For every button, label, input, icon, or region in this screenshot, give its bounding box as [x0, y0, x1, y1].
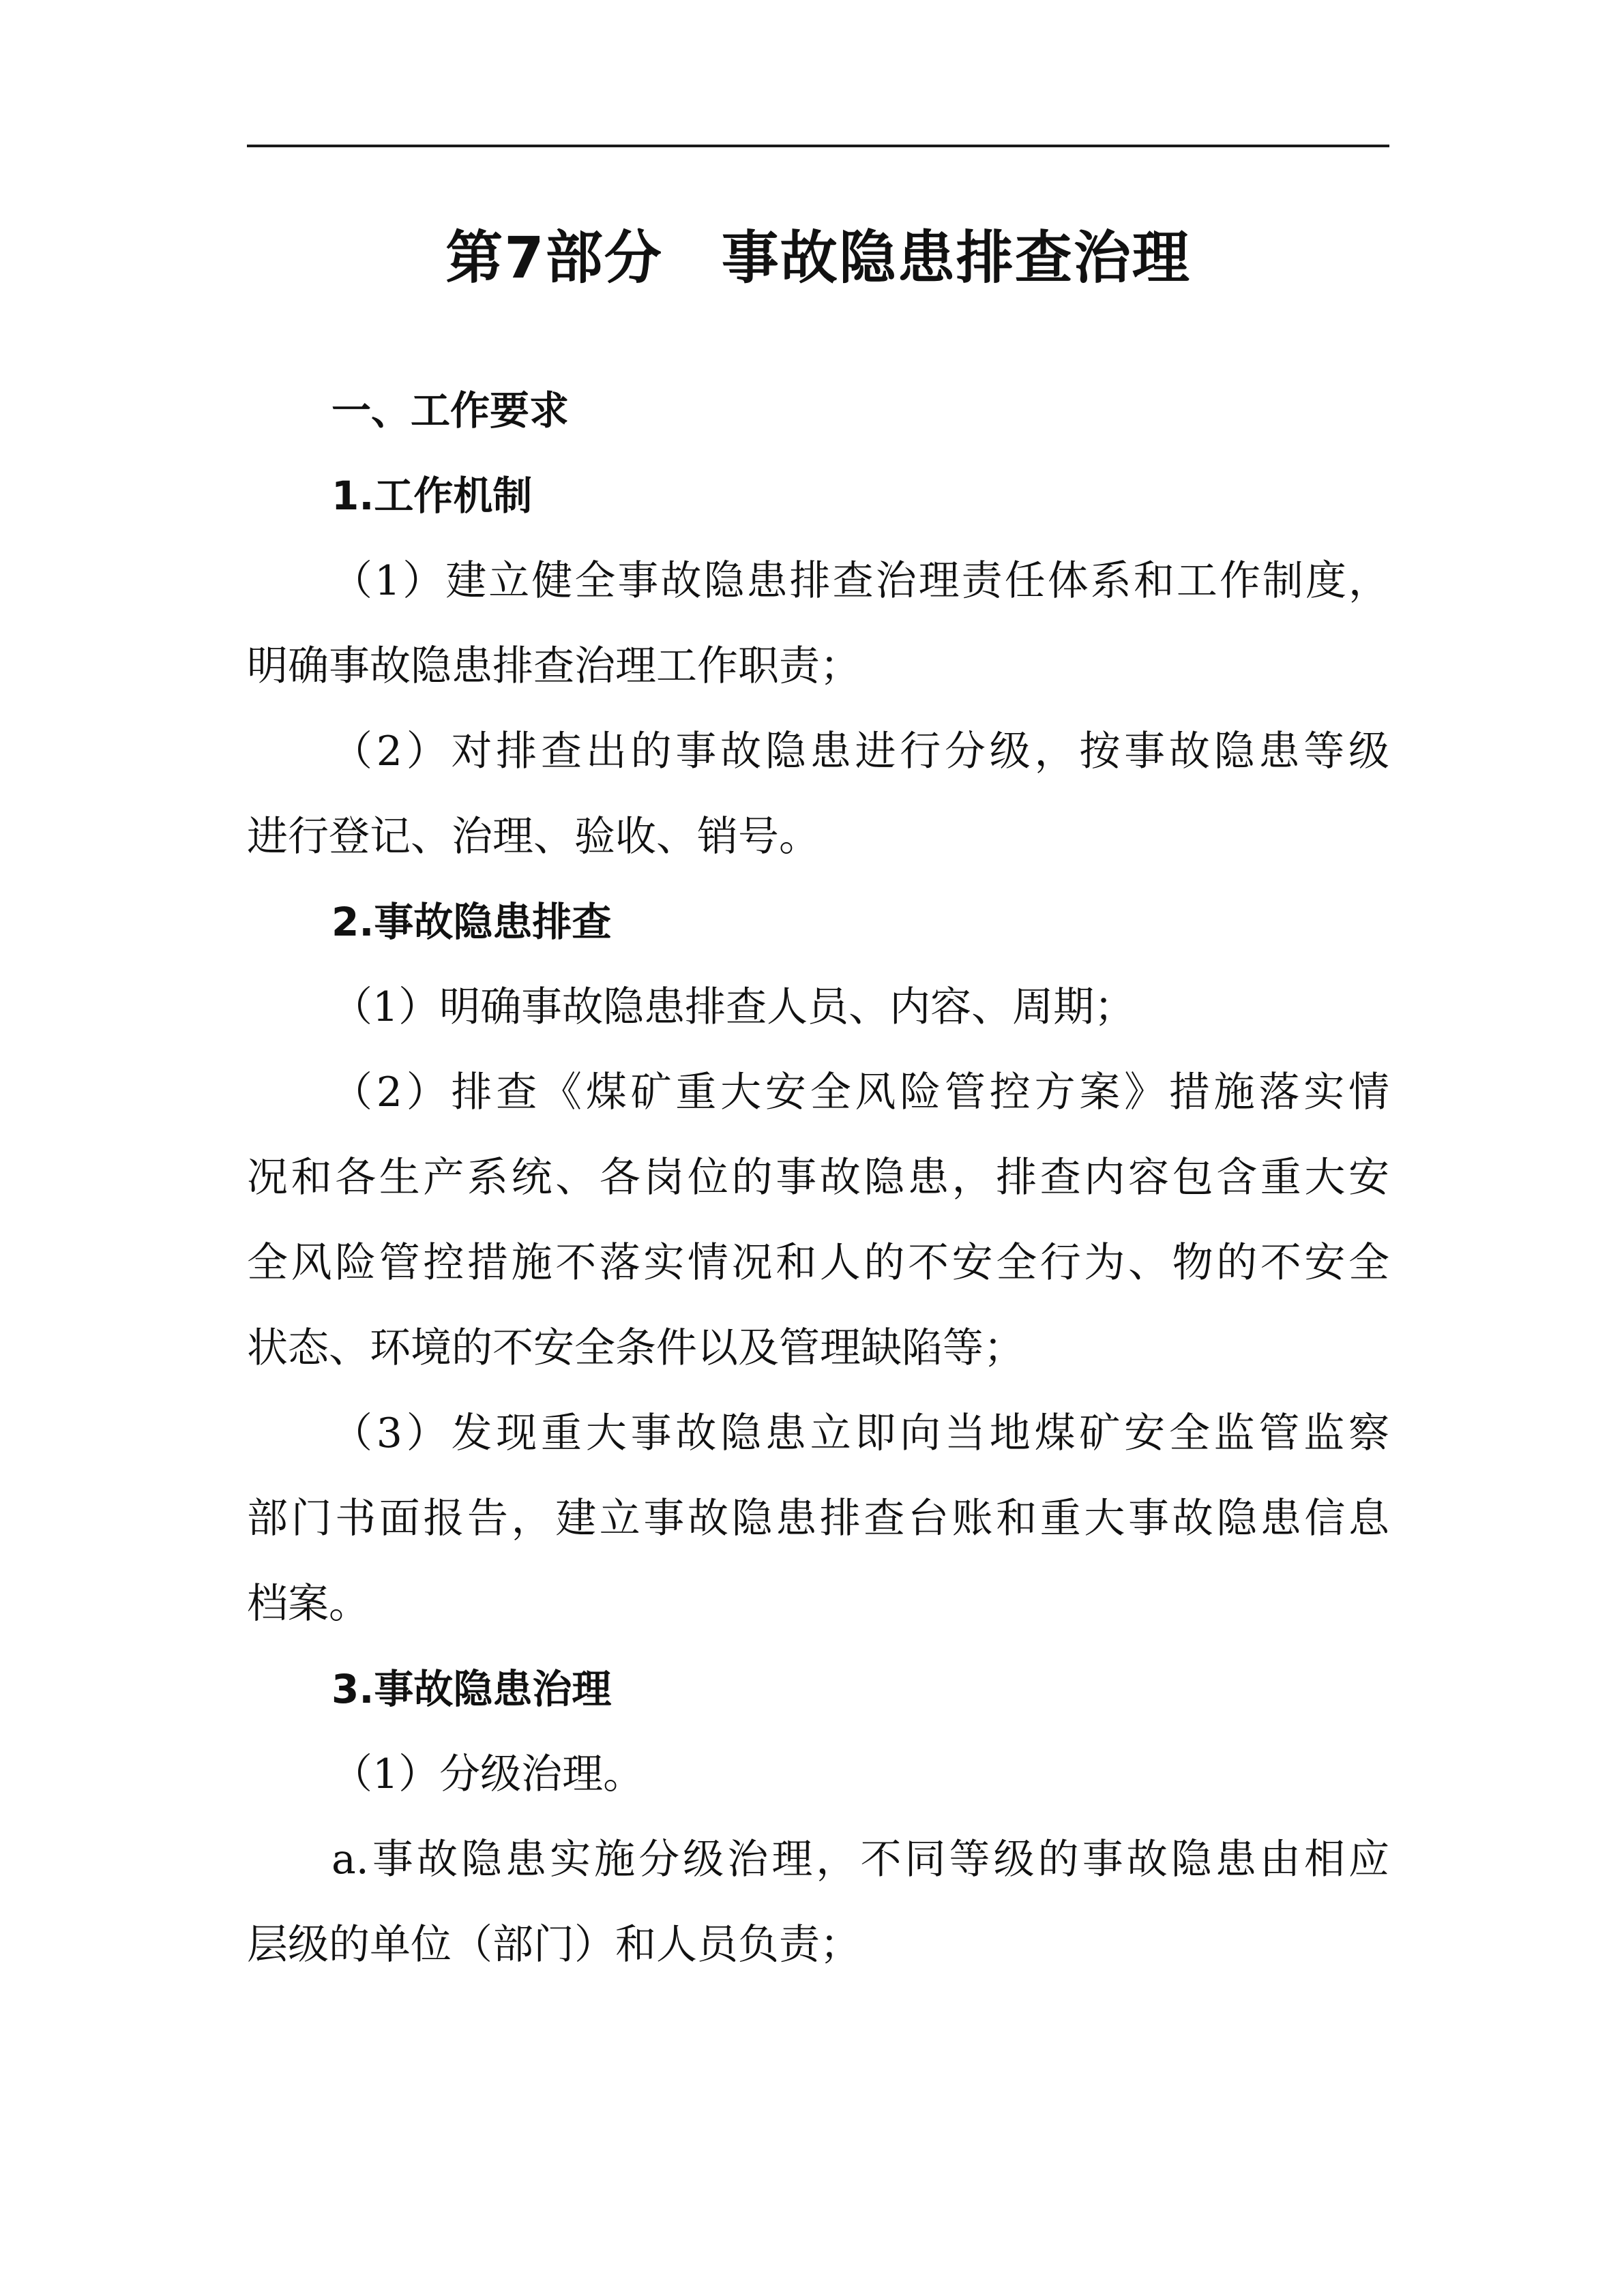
paragraph-line: 进行登记、治理、验收、销号。: [247, 813, 820, 861]
paragraph-line: （1）建立健全事故隐患排查治理责任体系和工作制度，: [331, 557, 1389, 605]
paragraph-line: 明确事故隐患排查治理工作职责；: [247, 642, 861, 690]
document-body: [247, 368, 1389, 1988]
subsection-heading: 1.工作机制: [331, 473, 533, 519]
paragraph-line: a.事故隐患实施分级治理，不同等级的事故隐患由相应: [331, 1836, 1389, 1883]
paragraph-line: 档案。: [247, 1580, 370, 1628]
section-heading: 一、工作要求: [331, 387, 570, 434]
subsection-heading: 2.事故隐患排查: [331, 899, 612, 945]
paragraph-line: 层级的单位（部门）和人员负责；: [247, 1921, 861, 1969]
paragraph-line: 全风险管控措施不落实情况和人的不安全行为、物的不安全: [247, 1239, 1389, 1287]
paragraph-line: 状态、环境的不安全条件以及管理缺陷等；: [247, 1324, 1024, 1372]
paragraph-line: 部门书面报告，建立事故隐患排查台账和重大事故隐患信息: [247, 1495, 1389, 1542]
paragraph-line: 况和各生产系统、各岗位的事故隐患，排查内容包含重大安: [247, 1154, 1389, 1202]
subsection-heading: 3.事故隐患治理: [331, 1666, 612, 1712]
paragraph-line: （2）排查《煤矿重大安全风险管控方案》措施落实情: [331, 1069, 1389, 1116]
paragraph-line: （1）分级治理。: [331, 1750, 645, 1798]
page-title: 第7部分 事故隐患排查治理: [445, 224, 1191, 291]
paragraph-line: （1）明确事故隐患排查人员、内容、周期；: [331, 983, 1136, 1031]
paragraph-line: （2）对排查出的事故隐患进行分级，按事故隐患等级: [331, 728, 1389, 775]
header-rule: [247, 145, 1389, 147]
paragraph-line: （3）发现重大事故隐患立即向当地煤矿安全监管监察: [331, 1410, 1389, 1457]
